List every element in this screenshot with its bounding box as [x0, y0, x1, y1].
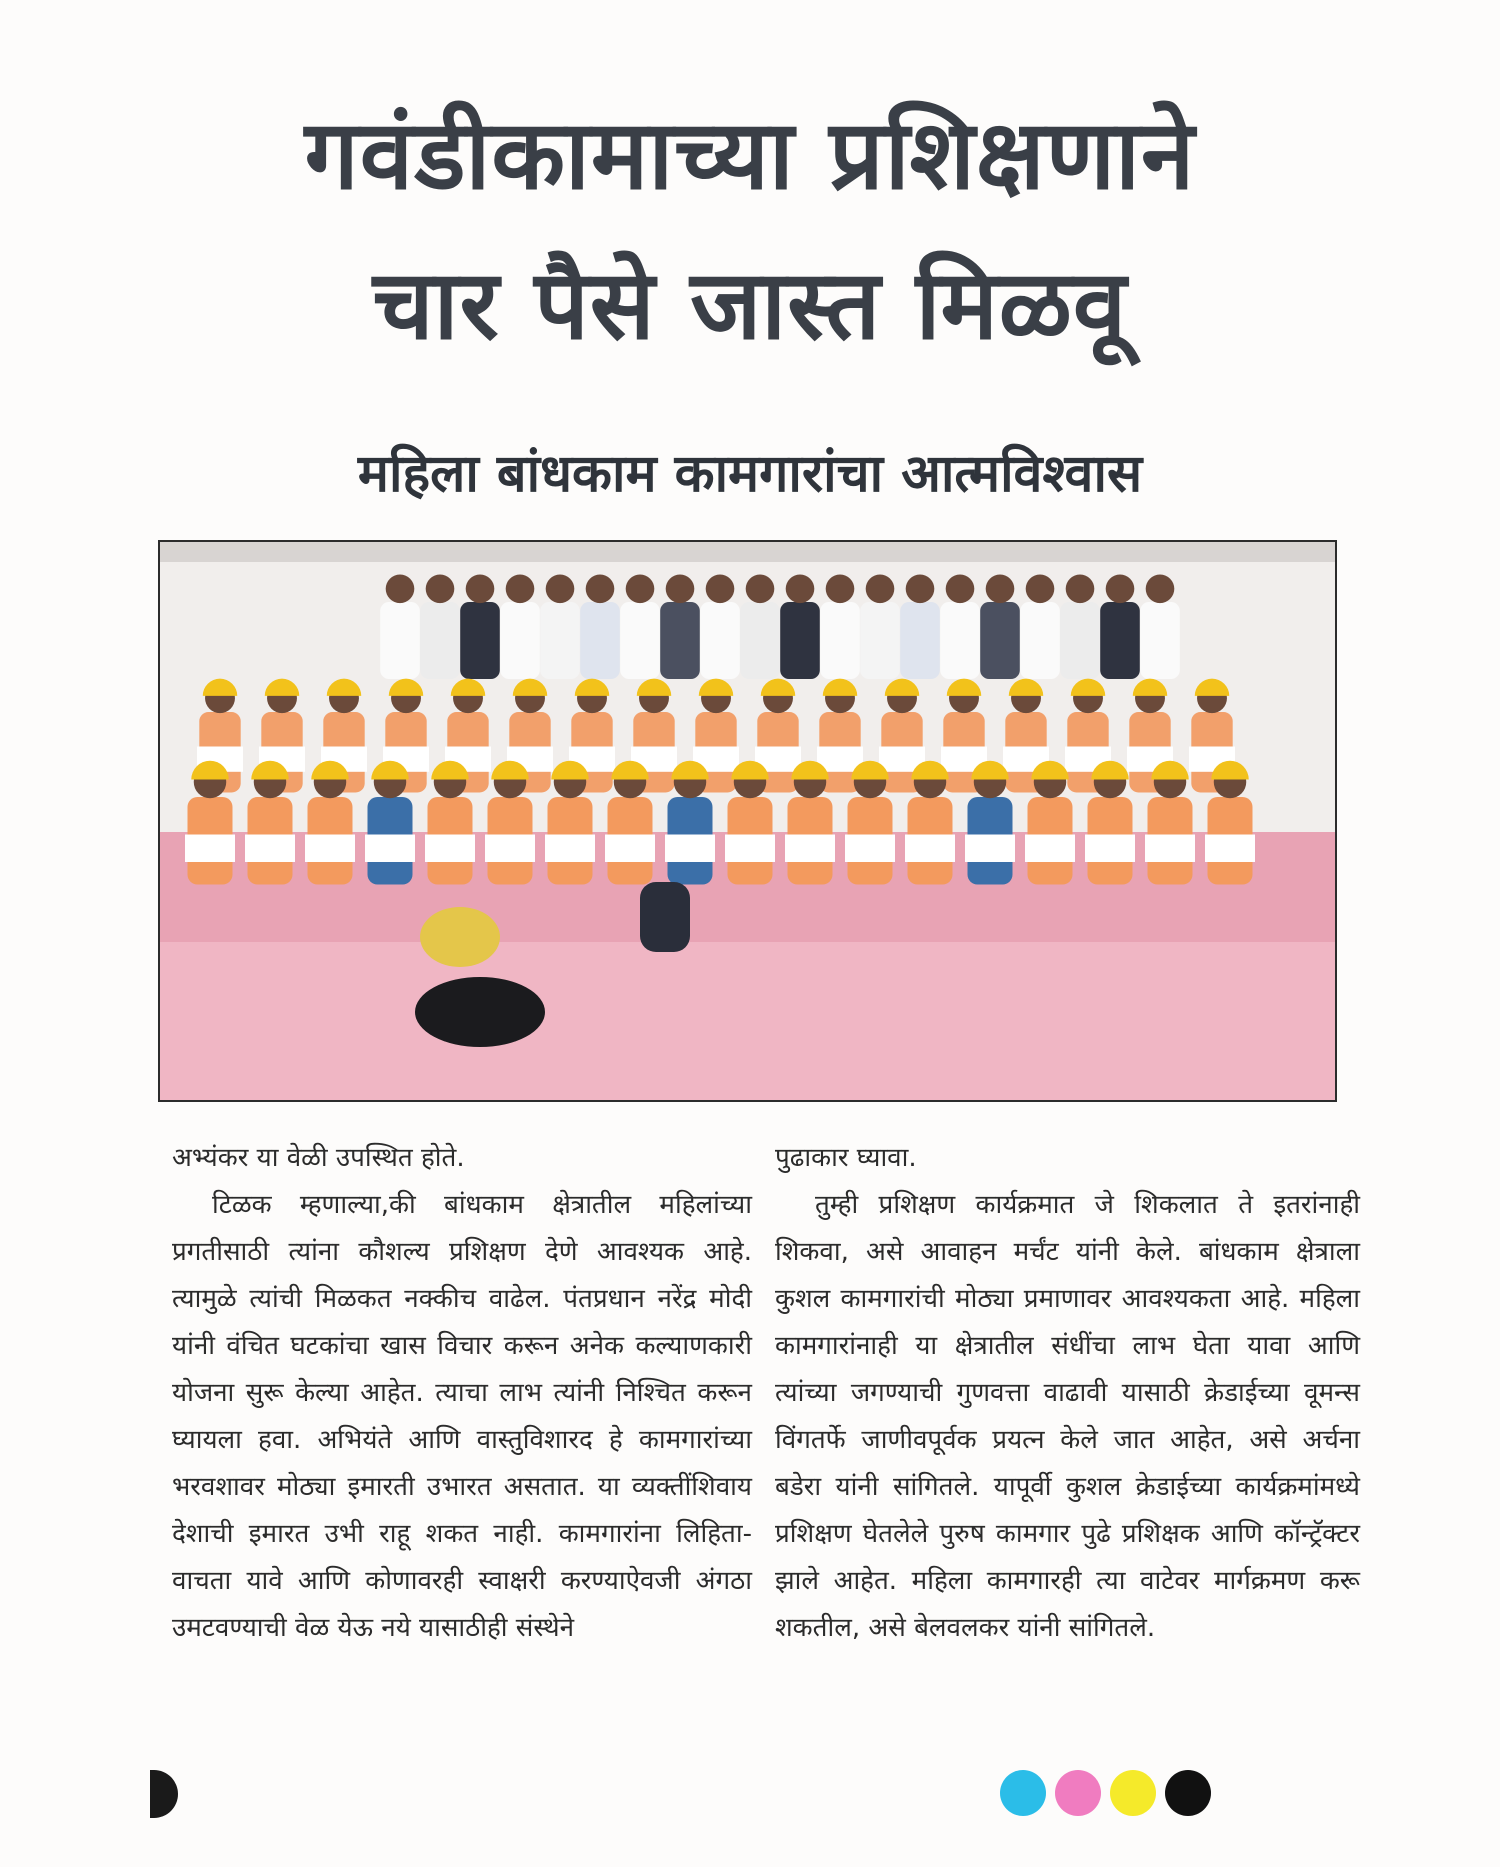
standing-person	[860, 575, 900, 680]
trainee-with-helmet	[845, 761, 895, 885]
trainee-with-helmet	[485, 761, 535, 885]
trainee-with-helmet	[1145, 761, 1195, 885]
headline-line-1: गवंडीकामाच्या प्रशिक्षणाने	[304, 99, 1196, 211]
trainee-with-helmet	[785, 761, 835, 885]
standing-person	[1140, 575, 1180, 680]
standing-person	[460, 575, 500, 680]
registration-dot-magenta	[1055, 1770, 1101, 1816]
registration-dot-yellow	[1110, 1770, 1156, 1816]
subheadline: महिला बांधकाम कामगारांचा आत्मविश्वास	[357, 444, 1143, 504]
trainee-with-helmet	[1205, 761, 1255, 885]
trainee-with-helmet	[545, 761, 595, 885]
registration-dot-black	[1165, 1770, 1211, 1816]
standing-person	[780, 575, 820, 680]
standing-person	[380, 575, 420, 680]
trainee-with-helmet	[185, 761, 235, 885]
trainee-with-helmet	[965, 761, 1015, 885]
article-column-left	[172, 1135, 752, 1652]
standing-person	[820, 575, 860, 680]
standing-person	[580, 575, 620, 680]
trainee-with-helmet	[1025, 761, 1075, 885]
standing-person	[740, 575, 780, 680]
standing-person	[940, 575, 980, 680]
standing-person	[700, 575, 740, 680]
article-paragraph: टिळक म्हणाल्या,की बांधकाम क्षेत्रातील महिलांच्या प्रगतीसाठी त्यांना कौशल्य प्रशिक्षण देणे आवश्यक आहे. त्यामुळे त्यांची मिळकत नक्कीच वाढेल. पंतप्रधान नरेंद्र मोदी यांनी वंचित घटकांचा खास विचार करून अनेक कल्याणकारी योजना सुरू केल्या आहेत. त्याचा लाभ त्यांनी निश्‍चित करून घ्यायला हवा. अभियंते आणि वास्तुविशारद हे कामगारांच्या भरवशावर मोठ्या इमारती उभारत असतात. या व्यक्तींशिवाय देशाची इमारत उभी राहू शकत नाही. कामगारांना लिहिता-वाचता यावे आणि कोणावरही स्वाक्षरी करण्याऐवजी अंगठा उमटवण्याची वेळ येऊ नये यासाठीही संस्थेने	[172, 1190, 752, 1643]
trainee-with-helmet	[605, 761, 655, 885]
headline-line-2: चार पैसे जास्त मिळवू	[372, 249, 1128, 361]
article-paragraph: तुम्ही प्रशिक्षण कार्यक्रमात जे शिकलात ते इतरांनाही शिकवा, असे आवाहन मर्चंट यांनी केले. बांधकाम क्षेत्राला कुशल कामगारांची मोठ्या प्रमाणावर आवश्यकता आहे. महिला कामगारांनाही या क्षेत्रातील संधींचा लाभ घेता यावा आणि त्यांच्या जगण्याची गुणवत्ता वाढावी यासाठी क्रेडाईच्या वूमन्स विंगतर्फे जाणीवपूर्वक प्रयत्न केले जात आहेत, असे अर्चना बडेरा यांनी सांगितले. यापूर्वी कुशल क्रेडाईच्या कार्यक्रमांमध्ये प्रशिक्षण घेतलेले पुरुष कामगार पुढे प्रशिक्षक आणि कॉन्ट्रॅक्टर झाले आहेत. महिला कामगारही त्या वाटेवर मार्गक्रमण करू शकतील, असे बेलवलकर यांनी सांगितले.	[775, 1190, 1360, 1643]
article-paragraph: अभ्यंकर या वेळी उपस्थित होते.	[172, 1143, 465, 1173]
standing-person	[620, 575, 660, 680]
registration-dot-cyan	[1000, 1770, 1046, 1816]
group-photo-illustration	[160, 542, 1335, 1100]
group-photo	[158, 540, 1337, 1102]
standing-person	[1060, 575, 1100, 680]
standing-person	[900, 575, 940, 680]
print-corner-mark	[150, 1770, 178, 1818]
trainee-with-helmet	[665, 761, 715, 885]
standing-person	[420, 575, 460, 680]
trainee-with-helmet	[365, 761, 415, 885]
trainee-with-helmet	[425, 761, 475, 885]
standing-person	[660, 575, 700, 680]
standing-person	[540, 575, 580, 680]
article-column-right	[775, 1135, 1360, 1652]
trainee-with-helmet	[305, 761, 355, 885]
standing-person	[1020, 575, 1060, 680]
trainee-with-helmet	[245, 761, 295, 885]
standing-person	[980, 575, 1020, 680]
trainee-with-helmet	[905, 761, 955, 885]
article-paragraph: पुढाकार घ्यावा.	[775, 1143, 917, 1173]
trainees-middle-row	[197, 679, 1235, 793]
standing-person	[500, 575, 540, 680]
trainee-with-helmet	[725, 761, 775, 885]
standing-person	[1100, 575, 1140, 680]
trainee-with-helmet	[1085, 761, 1135, 885]
